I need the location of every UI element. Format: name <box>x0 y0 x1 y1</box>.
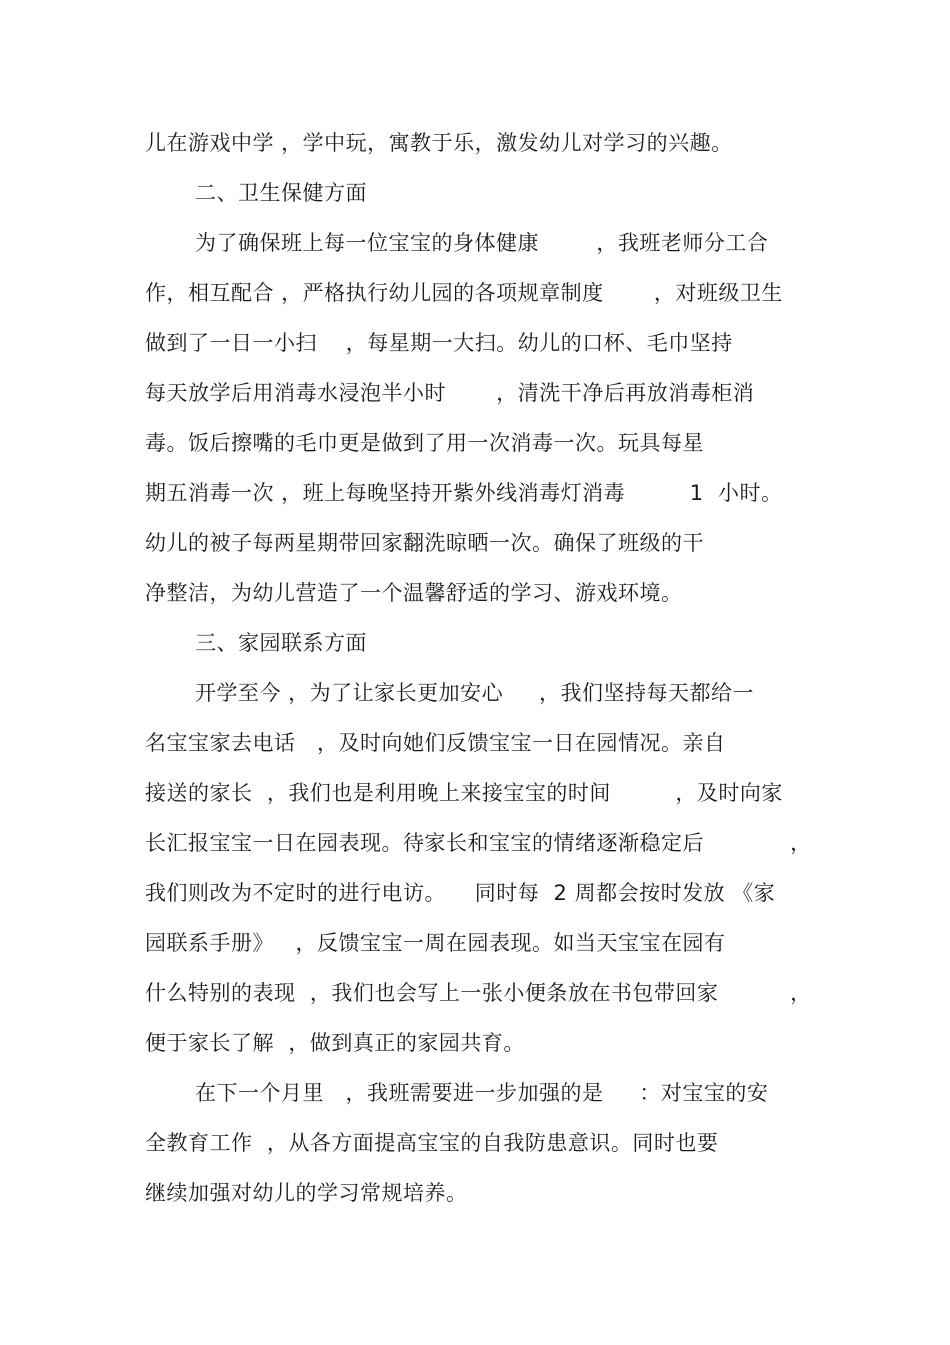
text-line: 做到了一日一小扫 ，每星期一大扫。幼儿的口杯、毛巾坚持 <box>145 331 733 355</box>
text-line: 期五消毒一次 ，班上每晚坚持开紫外线消毒灯消毒 1 小时。 <box>145 481 783 505</box>
text-line: 继续加强对幼儿的学习常规培养。 <box>145 1181 468 1205</box>
text-line: 我们则改为不定时的进行电访。 同时每 2 周都会按时发放 《家 <box>145 881 776 905</box>
text-line: 毒。饭后擦嘴的毛巾更是做到了用一次消毒一次。玩具每星 <box>145 431 704 455</box>
text-line: 开学至今 ，为了让家长更加安心 ，我们坚持每天都给一 <box>195 681 755 705</box>
section-heading: 三、家园联系方面 <box>195 631 367 655</box>
text-line: 便于家长了解 ，做到真正的家园共育。 <box>145 1031 525 1055</box>
text-line: 什么特别的表现 ，我们也会写上一张小便条放在书包带回家 ， <box>145 981 812 1005</box>
text-line: 接送的家长 ，我们也是利用晚上来接宝宝的时间 ，及时向家 <box>145 781 783 805</box>
text-line: 幼儿的被子每两星期带回家翻洗晾晒一次。确保了班级的干 <box>145 531 704 555</box>
text-line: 为了确保班上每一位宝宝的身体健康 ，我班老师分工合 <box>195 231 769 255</box>
text-line: 每天放学后用消毒水浸泡半小时 ，清洗干净后再放消毒柜消 <box>145 381 755 405</box>
text-line: 长汇报宝宝一日在园表现。待家长和宝宝的情绪逐渐稳定后 ， <box>145 831 812 855</box>
section-heading: 二、卫生保健方面 <box>195 181 367 205</box>
text-line: 作，相互配合 ，严格执行幼儿园的各项规章制度 ，对班级卫生 <box>145 281 783 305</box>
text-line: 儿在游戏中学 ，学中玩，寓教于乐，激发幼儿对学习的兴趣。 <box>145 131 733 155</box>
text-line: 净整洁，为幼儿营造了一个温馨舒适的学习、游戏环境。 <box>145 581 683 605</box>
text-line: 园联系手册》 ，反馈宝宝一周在园表现。如当天宝宝在园有 <box>145 931 726 955</box>
text-line: 名宝宝家去电话 ，及时向她们反馈宝宝一日在园情况。亲自 <box>145 731 726 755</box>
text-line: 在下一个月里 ，我班需要进一步加强的是 ：对宝宝的安 <box>195 1081 769 1105</box>
text-line: 全教育工作 ，从各方面提高宝宝的自我防患意识。同时也要 <box>145 1131 719 1155</box>
